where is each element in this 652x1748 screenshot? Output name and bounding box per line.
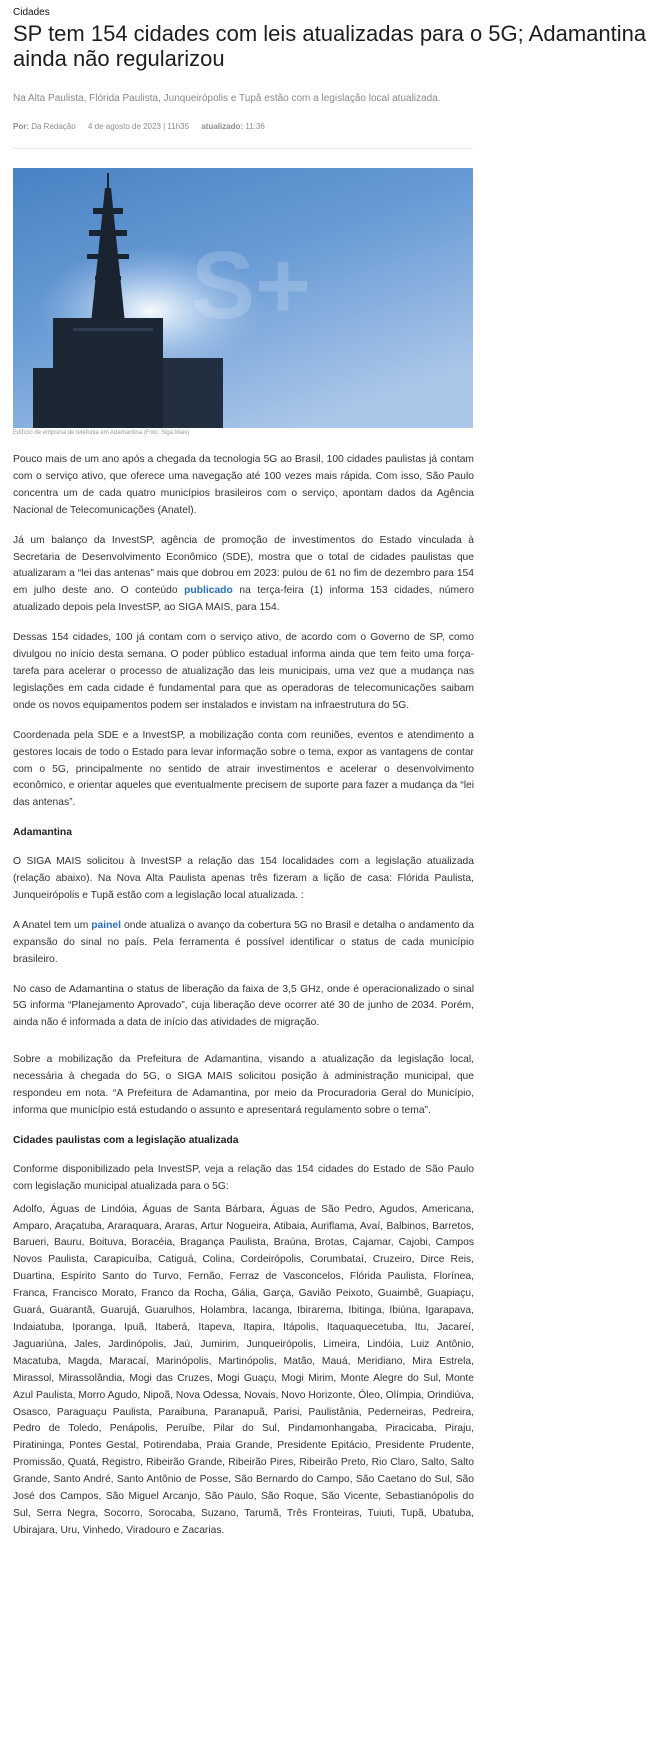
photo-caption: Edifício de empresa de telefonia em Adamantina (Foto: Siga Mais) bbox=[13, 430, 190, 436]
byline-author[interactable]: Da Redação bbox=[31, 122, 76, 131]
byline bbox=[13, 122, 275, 131]
paragraph-text: onde atualiza o avanço da cobertura 5G no Brasil e detalha o andamento da expansão do sinal no país. Pela ferramenta é possível identificar o status de cada município brasileiro. bbox=[13, 919, 474, 965]
article-subtitle: Na Alta Paulista, Flórida Paulista, Junqueirópolis e Tupã estão com a legislação local atualizada. bbox=[13, 93, 441, 104]
category-label[interactable]: Cidades bbox=[13, 7, 50, 18]
paragraph: Coordenada pela SDE e a InvestSP, a mobilização conta com reuniões, eventos e atendimento a gestores locais de todo o Estado para levar informação sobre o tema, expor as vantagens de contar com o 5G, principalmente no sentido de atrair investimentos e acelerar o desenvolvimento econômico, e orientar aqueles que eventualmente precisem de suporte para fazer a mudança da “lei das antenas”. bbox=[13, 729, 474, 809]
tower-photo-illustration bbox=[13, 168, 473, 428]
article-photo bbox=[13, 168, 473, 428]
paragraph bbox=[13, 533, 474, 618]
paragraph: Conforme disponibilizado pela InvestSP, veja a relação das 154 cidades do Estado de São Paulo com legislação municipal atualizada para o 5G: bbox=[13, 1163, 474, 1192]
divider bbox=[13, 148, 473, 149]
paragraph-text: A Anatel tem um bbox=[13, 919, 89, 931]
byline-por-label: Por: bbox=[13, 122, 29, 131]
painel-link[interactable]: painel bbox=[91, 919, 122, 931]
byline-updated-label: atualizado: bbox=[201, 122, 244, 131]
article-title: SP tem 154 cidades com leis atualizadas para o 5G; Adamantina ainda não regularizou bbox=[13, 21, 647, 71]
paragraph bbox=[13, 918, 474, 969]
byline-updated-time: 11:36 bbox=[245, 122, 265, 131]
city-list: Adolfo, Águas de Lindóia, Águas de Santa Bárbara, Águas de São Pedro, Agudos, Americana, Amparo, Araçatuba, Araraquara, Araras, Artur Nogueira, Atibaia, Auriflama, Avaí, Balbinos, Barretos, Barueri, Bauru, Boituva, Boracéia, Bragança Paulista, Braúna, Brotas, Cajamar, Cajobi, Campos Novos Paulista, Carapicuíba, Catiguá, Colina, Cordeirópolis, Corumbataí, Cruzeiro, Dirce Reis, Duartina, Espírito Santo do Turvo, Fernão, Ferraz de Vasconcelos, Flórida Paulista, Florínea, Franca, Francisco Morato, Franco da Rocha, Gália, Garça, Gavião Peixoto, Guaimbê, Guapiaçu, Guará, Guarantã, Guarujá, Guarulhos, Holambra, Iacanga, Ibirarema, Ibitinga, Ibiúna, Igarapava, Indaiatuba, Iporanga, Ipuã, Itaberá, Itapeva, Itapira, Itápolis, Itaquaquecetuba, Itu, Jacareí, Jaguariúna, Jales, Jardinópolis, Jaú, Jumirim, Junqueirópolis, Limeira, Lindóia, Luiz Antônio, Macatuba, Magda, Maracaí, Marinópolis, Martinópolis, Matão, Mauá, Meridiano, Mira Estrela, Mirassol, Mirassolândia, Mogi das Cruzes, Mogi Guaçu, Mogi Mirim, Monte Alegre do Sul, Monte Azul Paulista, Morro Agudo, Nipoã, Nova Odessa, Novais, Novo Horizonte, Óleo, Olímpia, Orindiúva, Osasco, Paraguaçu Paulista, Paraibuna, Paranapuã, Parisi, Paulistânia, Pederneiras, Pedreira, Pedro de Toledo, Penápolis, Peruíbe, Pilar do Sul, Pindamonhangaba, Piracicaba, Piraju, Piratininga, Pontes Gestal, Potirendaba, Praia Grande, Presidente Epitácio, Presidente Prudente, Promissão, Quatá, Registro, Ribeirão Grande, Ribeirão Pires, Ribeirão Preto, Rio Claro, Salto, Salto Grande, Santo André, Santo Antônio de Posse, São Bernardo do Campo, São Caetano do Sul, São José dos Campos, São Miguel Arcanjo, São Paulo, São Roque, São Vicente, Sebastianópolis do Sul, Serra Negra, Socorro, Sorocaba, Suzano, Tarumã, Três Fronteiras, Tuiuti, Tupã, Ubatuba, Ubirajara, Uru, Vinhedo, Viradouro e Zacarias. bbox=[13, 1203, 474, 1536]
paragraph: No caso de Adamantina o status de liberação da faixa de 3,5 GHz, onde é operacionalizado o sinal 5G informa “Planejamento Aprovado”, cuja liberação deve ocorrer até 30 de junho de 2034. Porém, ainda não é informada a data de início das atividades de migração. bbox=[13, 983, 474, 1029]
section-heading-cidades: Cidades paulistas com a legislação atualizada bbox=[13, 1134, 239, 1146]
section-heading-adamantina: Adamantina bbox=[13, 827, 72, 839]
paragraph-text: na terça-feira (1) informa 153 cidades, número atualizado depois pela InvestSP, ao SIGA MAIS, para 154. bbox=[13, 585, 474, 614]
paragraph: Pouco mais de um ano após a chegada da tecnologia 5G ao Brasil, 100 cidades paulistas já contam com o serviço ativo, que oferece uma navegação até 100 vezes mais rápida. Com isso, São Paulo concentra um de cada quatro municípios brasileiros com o serviço, apontam dados da Agência Nacional de Telecomunicações (Anatel). bbox=[13, 454, 474, 516]
paragraph-text: Já um balanço da InvestSP, agência de promoção de investimentos do Estado vinculada à Secretaria de Desenvolvimento Econômico (SDE), mostra que o total de cidades paulistas que atualizaram a “lei das antenas” mais que dobrou em 2023: pulou de 61 no fim de dezembro para 154 em julho deste ano. O conteúdo bbox=[13, 534, 474, 597]
paragraph: Dessas 154 cidades, 100 já contam com o serviço ativo, de acordo com o Governo de SP, como divulgou no início desta semana. O poder público estadual informa ainda que tem feito uma força-tarefa para acelerar o processo de atualização das leis municipais, uma vez que a mudança nas legislações em cada cidade é fundamental para que as operadoras de telecomunicações saibam onde os novos equipamentos podem ser instalados e invistam na infraestrutura do 5G. bbox=[13, 632, 474, 711]
publicado-link[interactable]: publicado bbox=[184, 585, 233, 597]
watermark-logo: S+ bbox=[191, 232, 312, 339]
byline-date: 4 de agosto de 2023 | 11h35 bbox=[87, 122, 190, 131]
paragraph: O SIGA MAIS solicitou à InvestSP a relação das 154 localidades com a legislação atualizada (relação abaixo). Na Nova Alta Paulista apenas três fizeram a lição de casa: Flórida Paulista, Junqueirópolis e Tupã estão com a legislação local atualizada. : bbox=[13, 856, 474, 901]
paragraph: Sobre a mobilização da Prefeitura de Adamantina, visando a atualização da legislação local, necessária à chegada do 5G, o SIGA MAIS solicitou posição à administração municipal, que respondeu em nota. “A Prefeitura de Adamantina, por meio da Procuradoria Geral do Município, informa que município está estudando o assunto e apresentará regulamento sobre o tema”. bbox=[13, 1054, 474, 1116]
article-body bbox=[13, 452, 474, 1553]
